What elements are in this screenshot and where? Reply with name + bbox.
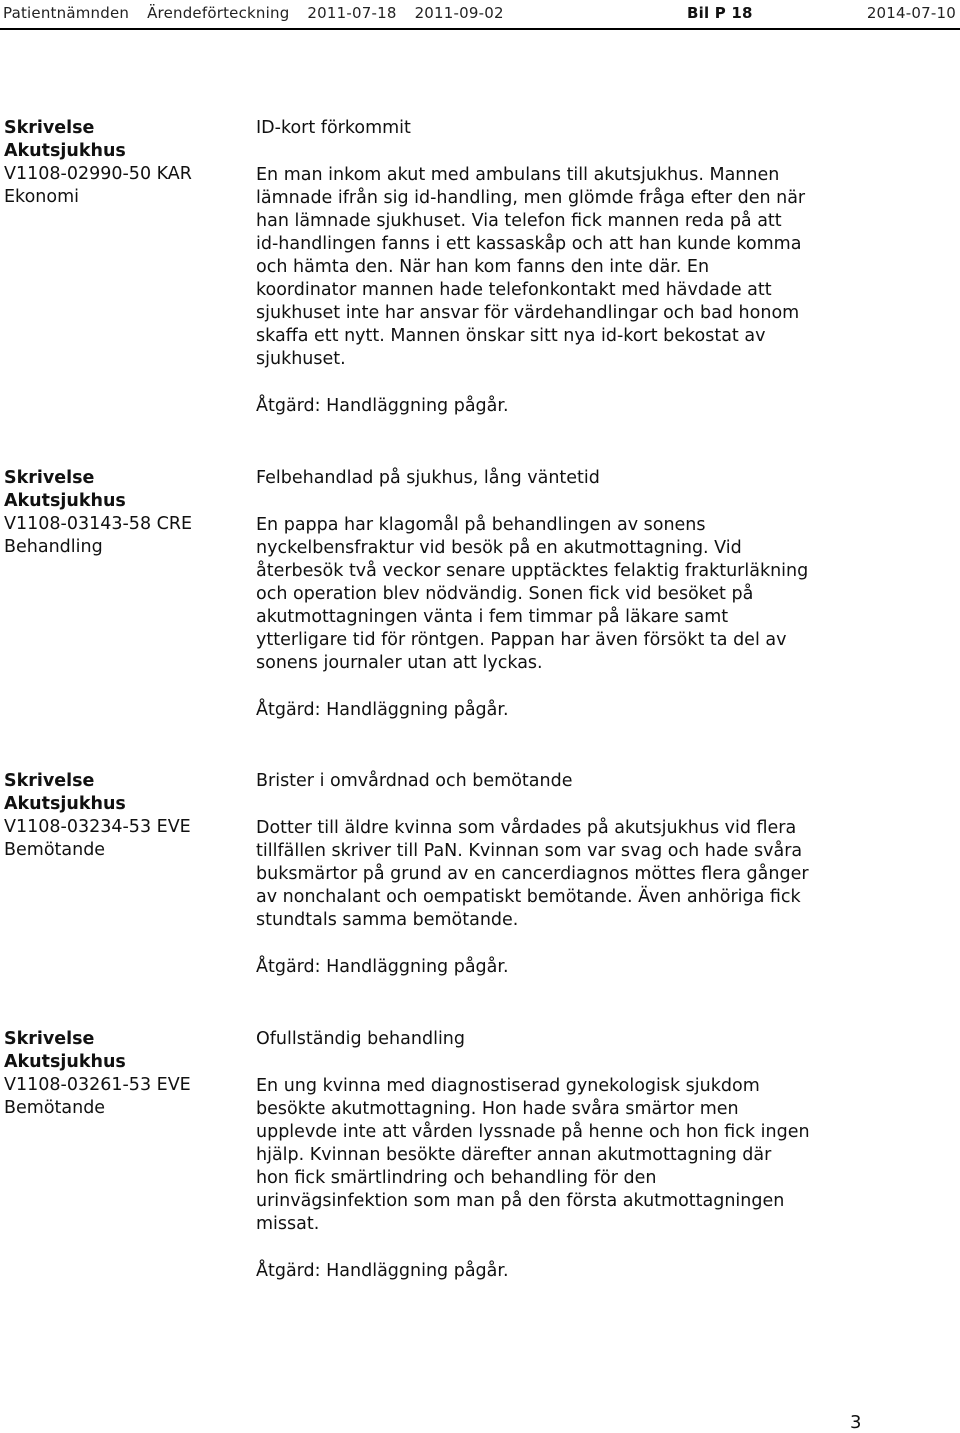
case-title: ID-kort förkommit — [256, 118, 411, 138]
header-attachment: Bil P 18 — [687, 4, 753, 22]
case-reference: V1108-03261-53 EVE — [4, 1075, 191, 1095]
case-content — [256, 1028, 956, 1283]
case-category: Bemötande — [4, 1098, 106, 1118]
page-header — [0, 0, 960, 30]
header-date: 2014-07-10 — [866, 4, 956, 22]
case-action: Åtgärd: Handläggning pågår. — [256, 396, 509, 416]
header-date-to: 2011-09-02 — [414, 4, 504, 22]
case-reference: V1108-02990-50 KAR — [4, 164, 192, 184]
header-left — [3, 4, 517, 22]
case-meta — [4, 770, 244, 862]
case-reference: V1108-03143-58 CRE — [4, 514, 193, 534]
case-type: Skrivelse — [4, 771, 95, 791]
case-content — [256, 117, 956, 418]
case-description: Dotter till äldre kvinna som vårdades på akutsjukhus vid flera tillfällen skriver till PaN. Kvinnan som var svag och hade svåra buksmärtor på grund av en cancerdiagnos möttes flera gånger av nonchalant och oempatiskt bemötande. Även anhöriga fick stundtals samma bemötande. — [256, 818, 809, 930]
header-doc-title: Ärendeförteckning — [147, 4, 290, 22]
case-type: Skrivelse — [4, 1029, 95, 1049]
page-number: 3 — [850, 1412, 862, 1433]
case-action: Åtgärd: Handläggning pågår. — [256, 957, 509, 977]
case-unit: Akutsjukhus — [4, 1052, 126, 1072]
case-action: Åtgärd: Handläggning pågår. — [256, 700, 509, 720]
case-meta — [4, 467, 244, 559]
header-date-from: 2011-07-18 — [307, 4, 397, 22]
case-description: En ung kvinna med diagnostiserad gynekologisk sjukdom besökte akutmottagning. Hon hade svåra smärtor men upplevde inte att vården lyssnade på henne och hon fick ingen hjälp. Kvinnan besökte därefter annan akutmottagning där hon fick smärtlindring och behandling för den urinvägsinfektion som man på den första akutmottagningen missat. — [256, 1076, 810, 1234]
case-unit: Akutsjukhus — [4, 491, 126, 511]
case-category: Bemötande — [4, 840, 106, 860]
case-title: Brister i omvårdnad och bemötande — [256, 771, 573, 791]
case-type: Skrivelse — [4, 468, 95, 488]
case-unit: Akutsjukhus — [4, 141, 126, 161]
case-type: Skrivelse — [4, 118, 95, 138]
case-title: Felbehandlad på sjukhus, lång väntetid — [256, 468, 600, 488]
case-category: Ekonomi — [4, 187, 79, 207]
case-category: Behandling — [4, 537, 103, 557]
case-meta — [4, 1028, 244, 1120]
header-org: Patientnämnden — [3, 4, 130, 22]
case-unit: Akutsjukhus — [4, 794, 126, 814]
case-title: Ofullständig behandling — [256, 1029, 466, 1049]
case-content — [256, 770, 956, 979]
case-description: En pappa har klagomål på behandlingen av sonens nyckelbensfraktur vid besök på en akutmottagning. Vid återbesök två veckor senare upptäcktes felaktig frakturläkning och operation blev nödvändig. Sonen fick vid besöket på akutmottagningen vänta i fem timmar på läkare samt ytterligare tid för röntgen. Pappan har även försökt ta del av sonens journaler utan att lyckas. — [256, 515, 809, 673]
case-reference: V1108-03234-53 EVE — [4, 817, 191, 837]
case-meta — [4, 117, 244, 209]
case-content — [256, 467, 956, 722]
case-description: En man inkom akut med ambulans till akutsjukhus. Mannen lämnade ifrån sig id-handling, men glömde fråga efter den när han lämnade sjukhuset. Via telefon fick mannen reda på att id-handlingen fanns i ett kassaskåp och att han kunde komma och hämta den. När han kom fanns den inte där. En koordinator mannen hade telefonkontakt med hävdade att sjukhuset inte har ansvar för värdehandlingar och bad honom skaffa ett nytt. Mannen önskar sitt nya id-kort bekostat av sjukhuset. — [256, 165, 806, 369]
case-action: Åtgärd: Handläggning pågår. — [256, 1261, 509, 1281]
